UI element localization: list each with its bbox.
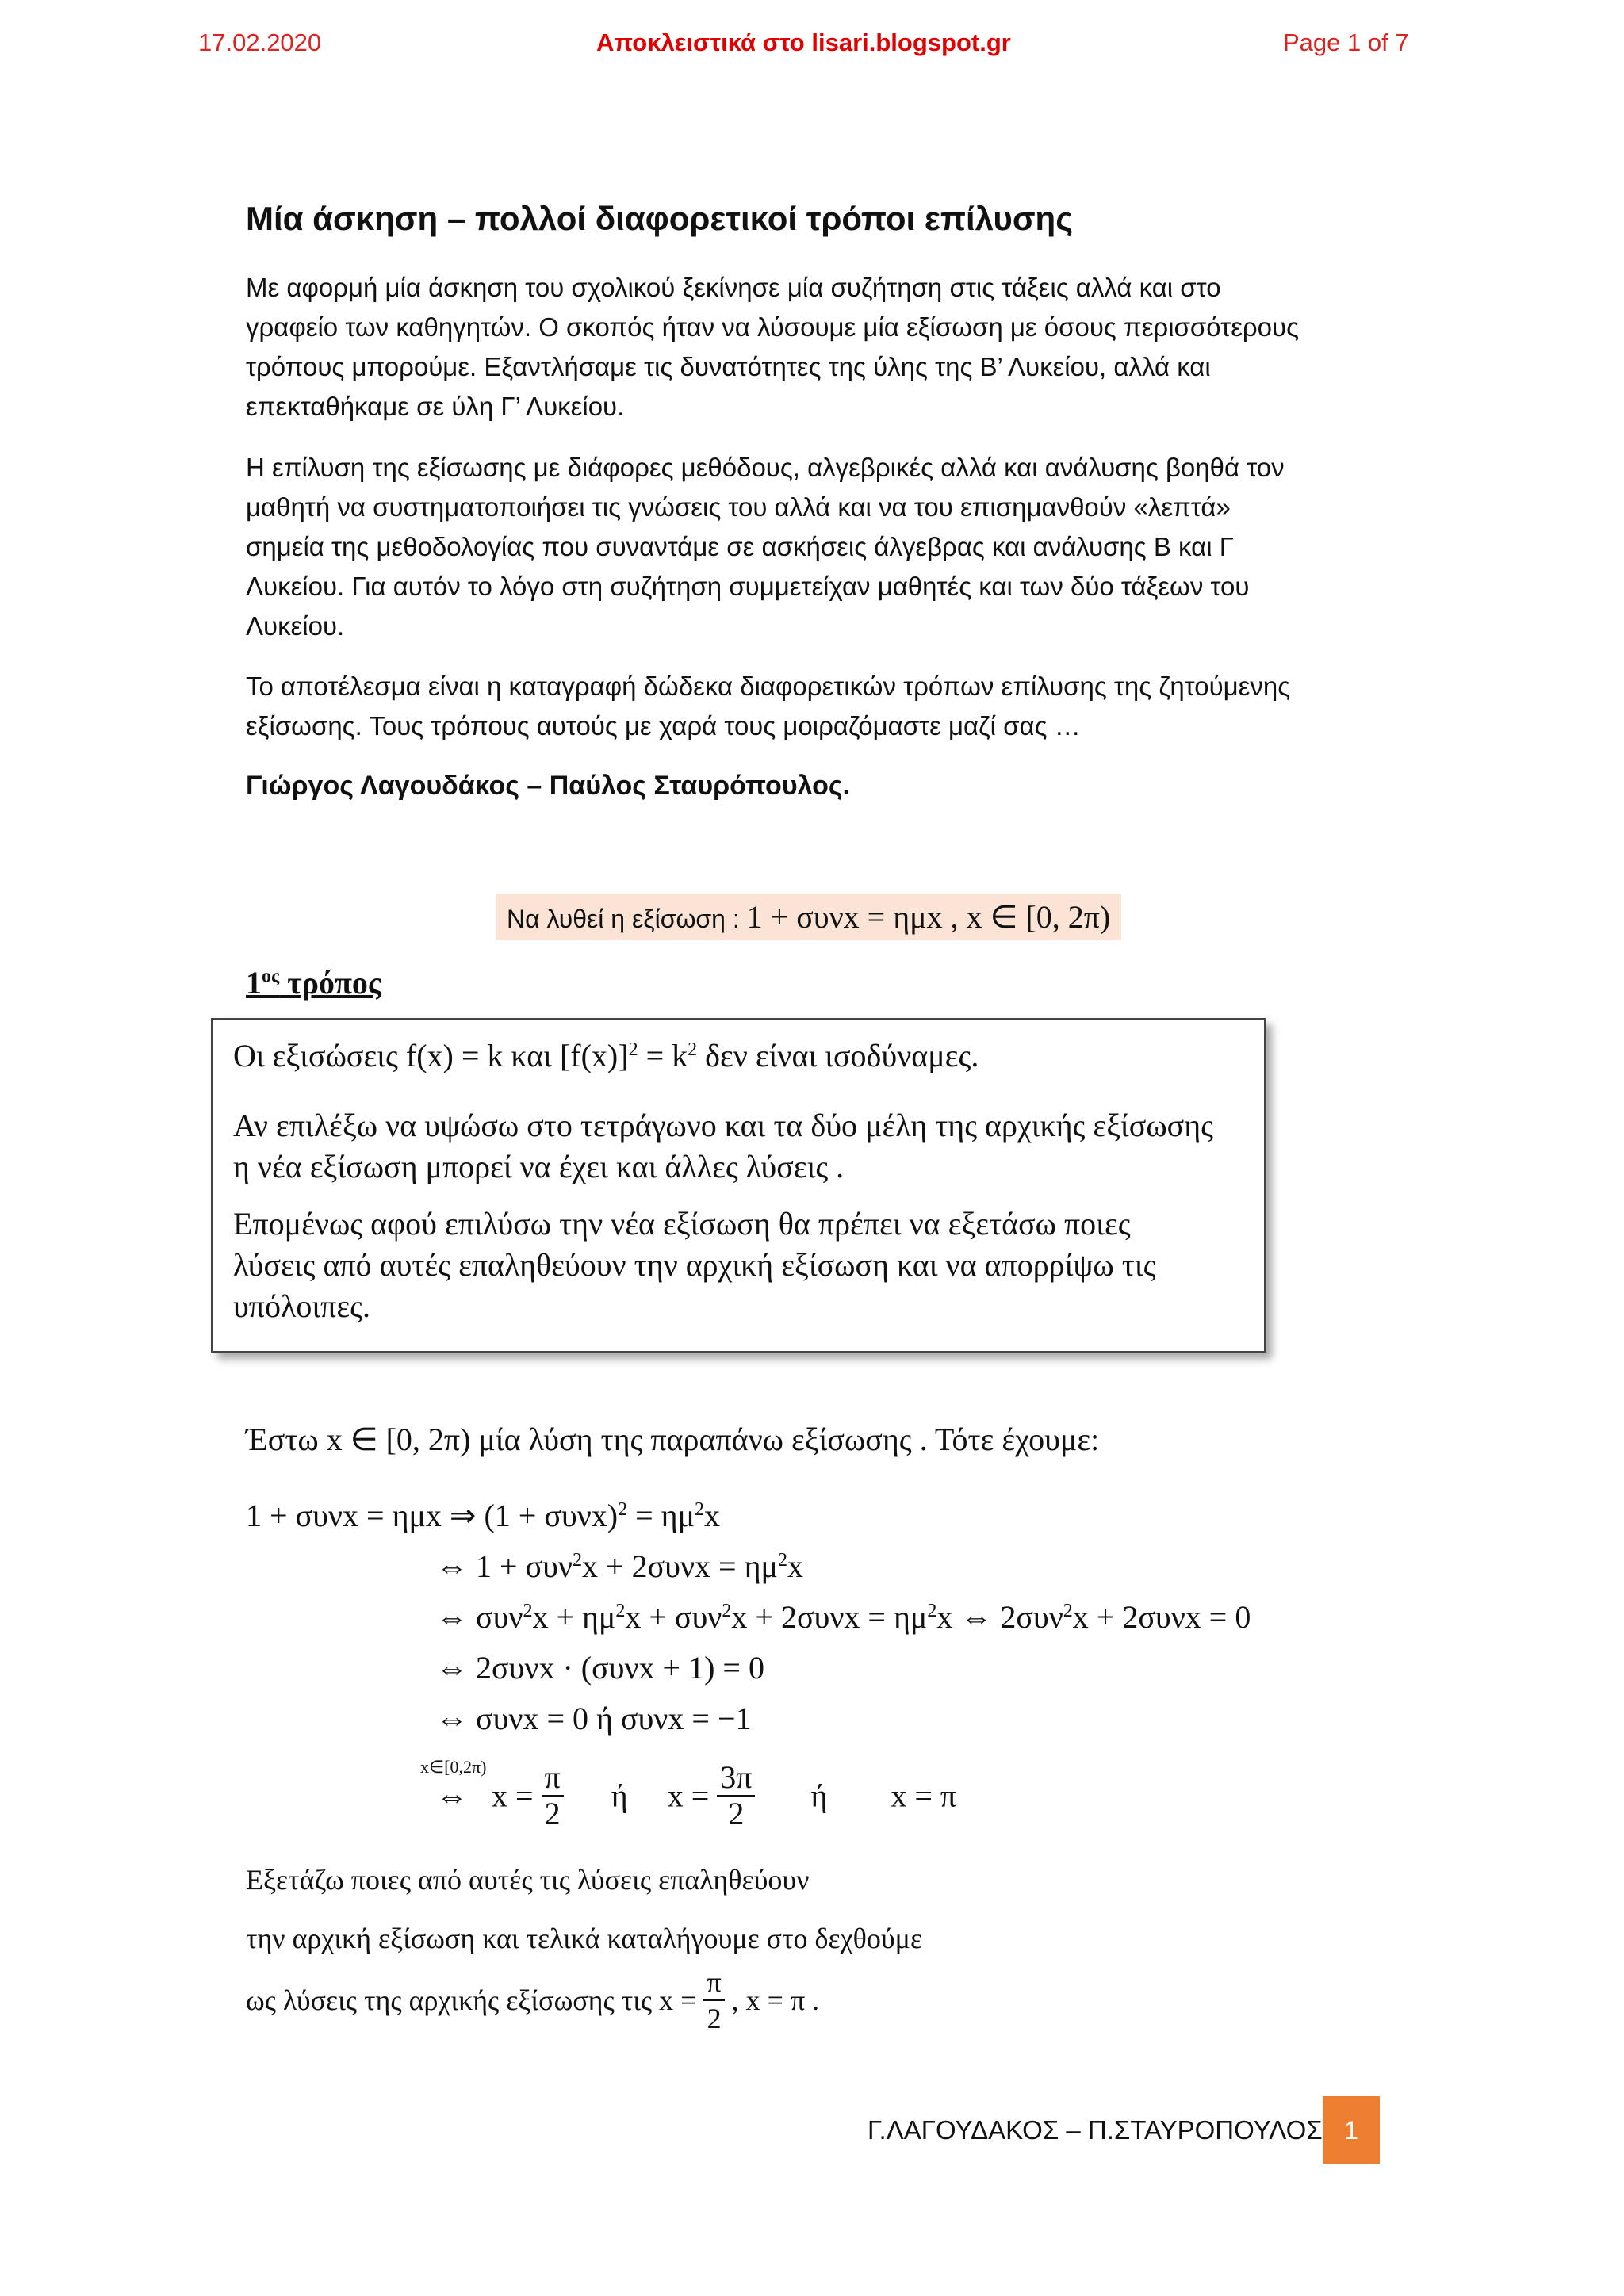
intro-p1-line: τρόπους μπορούμε. Εξαντλήσαμε τις δυνατότητες της ύλης της Β’ Λυκείου, αλλά και: [246, 352, 1211, 381]
check-line-2: την αρχική εξίσωση και τελικά καταλήγουμε στο δεχθούμε: [246, 1923, 923, 1954]
x-equals: x =: [667, 1777, 710, 1814]
check-text-end: , x = π .: [731, 1984, 820, 2016]
note-equation: [f(x)]: [559, 1038, 629, 1073]
note-line: λύσεις από αυτές επαληθεύουν την αρχική εξίσωση και να απορρίψω τις: [233, 1247, 1156, 1283]
check-line-3: [246, 1965, 819, 2044]
solution-condition: x∈[0,2π): [420, 1757, 487, 1777]
note-text: Οι εξισώσεις: [233, 1038, 406, 1073]
document-title: Μία άσκηση – πολλοί διαφορετικοί τρόποι επίλυσης: [246, 200, 1074, 237]
task-equation: 1 + συνx = ημx , x ∈ [0, 2π): [746, 899, 1111, 935]
check-line-1: Εξετάζω ποιες από αυτές τις λύσεις επαληθεύουν: [246, 1864, 810, 1896]
x-equals-pi: x = π: [891, 1777, 957, 1814]
fraction-3pi-over-2: [717, 1760, 755, 1831]
numerator: 3π: [717, 1760, 755, 1797]
header-date: 17.02.2020: [198, 29, 322, 56]
exponent: 2: [688, 1039, 698, 1060]
intro-p3-line: Το αποτέλεσμα είναι η καταγραφή δώδεκα διαφορετικών τρόπων επίλυσης της ζητούμενης: [246, 672, 1291, 701]
note-paragraph-3: [233, 1203, 1256, 1327]
or-word: ή: [810, 1777, 828, 1814]
numerator: π: [542, 1760, 564, 1797]
intro-p1-line: επεκταθήκαμε σε ύλη Γ’ Λυκείου.: [246, 392, 625, 421]
intro-p2-line: μαθητή να συστηματοποιήσει τις γνώσεις του αλλά και να του επισημανθούν «λεπτά»: [246, 492, 1231, 522]
note-box: [211, 1018, 1266, 1353]
task-statement: [496, 894, 1121, 940]
footer-page-number: 1: [1323, 2096, 1380, 2164]
solution-intro: [246, 1421, 1099, 1458]
intro-p2-line: Λυκείου.: [246, 611, 345, 641]
method-word: τρόπος: [279, 965, 381, 1001]
header-page-indicator: Page 1 of 7: [1283, 29, 1409, 56]
solution-step-6: ⇔ x = $\frac{\pi}{2}$ ή x = $\frac{3\pi}{2}$ ή x = π: [436, 1759, 957, 1831]
solution-step-5: ⇔ συνx = 0 ή συνx = −1: [436, 1701, 752, 1736]
exponent: 2: [628, 1039, 638, 1060]
intro-paragraph-3: [246, 667, 1388, 746]
note-text: και: [503, 1038, 560, 1073]
solution-step-4: ⇔ 2συνx · (συνx + 1) = 0: [436, 1650, 764, 1686]
or-word: ή: [611, 1777, 628, 1814]
intro-p3-line: εξίσωσης. Τους τρόπους αυτούς με χαρά τους μοιραζόμαστε μαζί σας …: [246, 711, 1081, 740]
check-text: ως λύσεις της αρχικής εξίσωσης τις: [246, 1984, 660, 2016]
denominator: 2: [728, 1796, 745, 1831]
intro-p2-line: σημεία της μεθοδολογίας που συναντάμε σε ασκήσεις άλγεβρας και ανάλυσης Β και Γ: [246, 532, 1234, 561]
method-number: 1: [246, 965, 262, 1001]
fraction-pi-over-2: [703, 1965, 724, 2036]
note-line-1: [233, 1035, 1256, 1077]
note-equation: = k: [638, 1038, 688, 1073]
x-equals: x =: [659, 1984, 697, 2016]
intro-paragraph-1: [246, 268, 1388, 427]
method-suffix: ος: [262, 966, 280, 987]
note-line: η νέα εξίσωση μπορεί να έχει και άλλες λύσεις .: [233, 1149, 845, 1184]
note-equation: f(x) = k: [405, 1038, 504, 1073]
x-equals: x =: [492, 1777, 534, 1814]
intro-p1-line: γραφείο των καθηγητών. Ο σκοπός ήταν να λύσουμε μία εξίσωση με όσους περισσότερους: [246, 312, 1299, 342]
numerator: π: [703, 1965, 724, 2001]
method-heading: [246, 964, 381, 1001]
fraction-pi-over-2: [542, 1760, 564, 1831]
footer-authors: Γ.ΛΑΓΟΥΔΑΚΟΣ – Π.ΣΤΑΥΡΟΠΟΥΛΟΣ: [868, 2115, 1323, 2145]
solution-step-1: 1 + συνx = ημx ⇒ $(1 + \sigma\upsilon\nu x)^2 = \eta\mu^2x$: [246, 1498, 721, 1533]
task-label: Να λυθεί η εξίσωση :: [507, 905, 747, 933]
intro-p2-line: Λυκείου. Για αυτόν το λόγο στη συζήτηση συμμετείχαν μαθητές και των δύο τάξεων του: [246, 572, 1250, 601]
solution-let: Έστω x ∈ [0, 2π): [246, 1422, 471, 1457]
solution-let-text: μία λύση της παραπάνω εξίσωσης . Τότε έχουμε:: [470, 1422, 1100, 1457]
intro-p2-line: Η επίλυση της εξίσωσης με διάφορες μεθόδους, αλγεβρικές αλλά και ανάλυσης βοηθά τον: [246, 453, 1285, 482]
solution-step-3: ⇔ $\sigma\upsilon\nu^2x + \eta\mu^2x + \sigma\upsilon\nu^2x + 2\sigma\upsilon\nu x = \eta\mu^2x$ ⇔ 2συν$^2$x + 2συνx = 0: [436, 1599, 1251, 1635]
header-site-link[interactable]: Αποκλειστικά στο lisari.blogspot.gr: [596, 29, 1011, 56]
intro-paragraph-2: [246, 448, 1388, 646]
authors-line: Γιώργος Λαγουδάκος – Παύλος Σταυρόπουλος.: [246, 771, 850, 801]
note-text: δεν είναι ισοδύναμες.: [697, 1038, 979, 1073]
note-line: Επομένως αφού επιλύσω την νέα εξίσωση θα πρέπει να εξετάσω ποιες: [233, 1206, 1131, 1242]
denominator: 2: [707, 2003, 722, 2034]
solution-step-2: ⇔ $1 + \sigma\upsilon\nu^2x + 2\sigma\upsilon\nu x = \eta\mu^2x$: [436, 1548, 803, 1584]
intro-p1-line: Με αφορμή μία άσκηση του σχολικού ξεκίνησε μία συζήτηση στις τάξεις αλλά και στο: [246, 273, 1221, 302]
note-line: υπόλοιπες.: [233, 1288, 370, 1324]
note-line: Αν επιλέξω να υψώσω στο τετράγωνο και τα δύο μέλη της αρχικής εξίσωσης: [233, 1108, 1213, 1143]
note-paragraph-2: [233, 1105, 1256, 1188]
denominator: 2: [544, 1796, 561, 1831]
